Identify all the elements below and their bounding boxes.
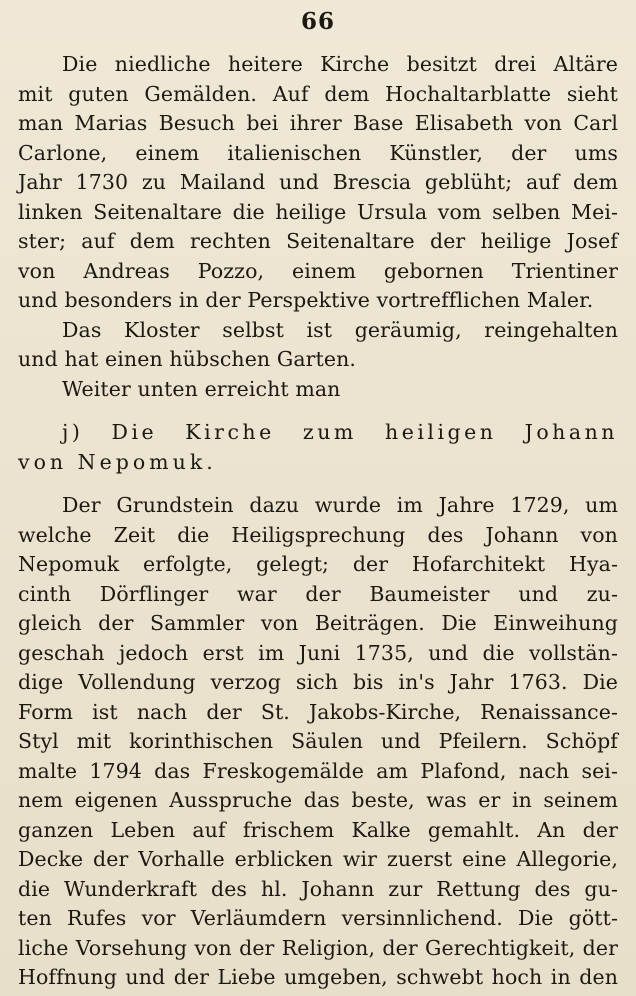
text-line: Nepomuk erfolgte, gelegt; der Hofarchitekt Hya-: [18, 552, 618, 576]
section-heading: [18, 418, 618, 477]
paragraph-further: [18, 375, 618, 405]
text-line: gleich der Sammler von Beiträgen. Die Einweihung: [18, 611, 618, 635]
text-line: ganzen Leben auf frischem Kalke gemahlt. An der: [18, 817, 618, 842]
text-line: und hat einen hübschen Garten.: [18, 347, 357, 371]
text-line: nem eigenen Ausspruche das beste, was er in seinem: [18, 788, 618, 812]
page-body: [18, 50, 618, 993]
section-gap: [18, 477, 618, 491]
section-gap: [18, 404, 618, 418]
page-number: 66: [300, 8, 335, 35]
heading-line: von Nepomuk.: [18, 449, 217, 474]
text-line: Jahr 1730 zu Mailand und Brescia geblüht; auf dem: [18, 170, 618, 194]
text-line: Der Grundstein dazu wurde im Jahre 1729, um: [62, 493, 618, 517]
text-line: die Wunderkraft des hl. Johann zur Rettung des gu-: [18, 876, 618, 901]
text-line: cinth Dörflinger war der Baumeister und zu-: [18, 581, 618, 606]
text-line: liche Vorsehung von der Religion, der Gerechtigkeit, der: [18, 935, 618, 960]
text-line: Styl mit korinthischen Säulen und Pfeilern. Schöpf: [18, 729, 618, 753]
text-line: Form ist nach der St. Jakobs-Kirche, Renaissance-: [18, 699, 618, 724]
paragraph-foundation: [18, 491, 618, 993]
text-line: Decke der Vorhalle erblicken wir zuerst eine Allegorie,: [18, 847, 618, 871]
text-line: Carlone, einem italienischen Künstler, der ums: [18, 140, 618, 165]
text-line: man Marias Besuch bei ihrer Base Elisabeth von Carl: [18, 111, 618, 135]
text-line: von Andreas Pozzo, einem gebornen Trientiner: [18, 258, 618, 283]
text-line: malte 1794 das Freskogemälde am Plafond, nach sei-: [18, 758, 618, 783]
text-line: Hoffnung und der Liebe umgeben, schwebt hoch in den: [18, 965, 618, 989]
text-line: dige Vollendung verzog sich bis in's Jahr 1763. Die: [18, 670, 618, 694]
paragraph-cloister: [18, 316, 618, 375]
text-line: ten Rufes vor Verläumdern versinnlichend. Die gött-: [18, 906, 618, 930]
text-line: mit guten Gemälden. Auf dem Hochaltarblatte sieht: [18, 81, 618, 106]
text-line: Das Kloster selbst ist geräumig, reingehalten: [62, 317, 618, 342]
paragraph-altars: [18, 50, 618, 316]
text-line: Weiter unten erreicht man: [62, 376, 341, 401]
text-line: welche Zeit die Heiligsprechung des Johann von: [18, 522, 618, 547]
text-line: und besonders in der Perspektive vortrefflichen Maler.: [18, 288, 594, 312]
text-line: linken Seitenaltare die heilige Ursula vom selben Mei-: [18, 199, 618, 224]
heading-line: j) Die Kirche zum heiligen Johann: [62, 420, 618, 444]
text-line: geschah jedoch erst im Juni 1735, und die vollstän-: [18, 640, 618, 665]
text-line: Die niedliche heitere Kirche besitzt drei Altäre: [62, 52, 618, 76]
text-line: ster; auf dem rechten Seitenaltare der heilige Josef: [18, 229, 618, 253]
